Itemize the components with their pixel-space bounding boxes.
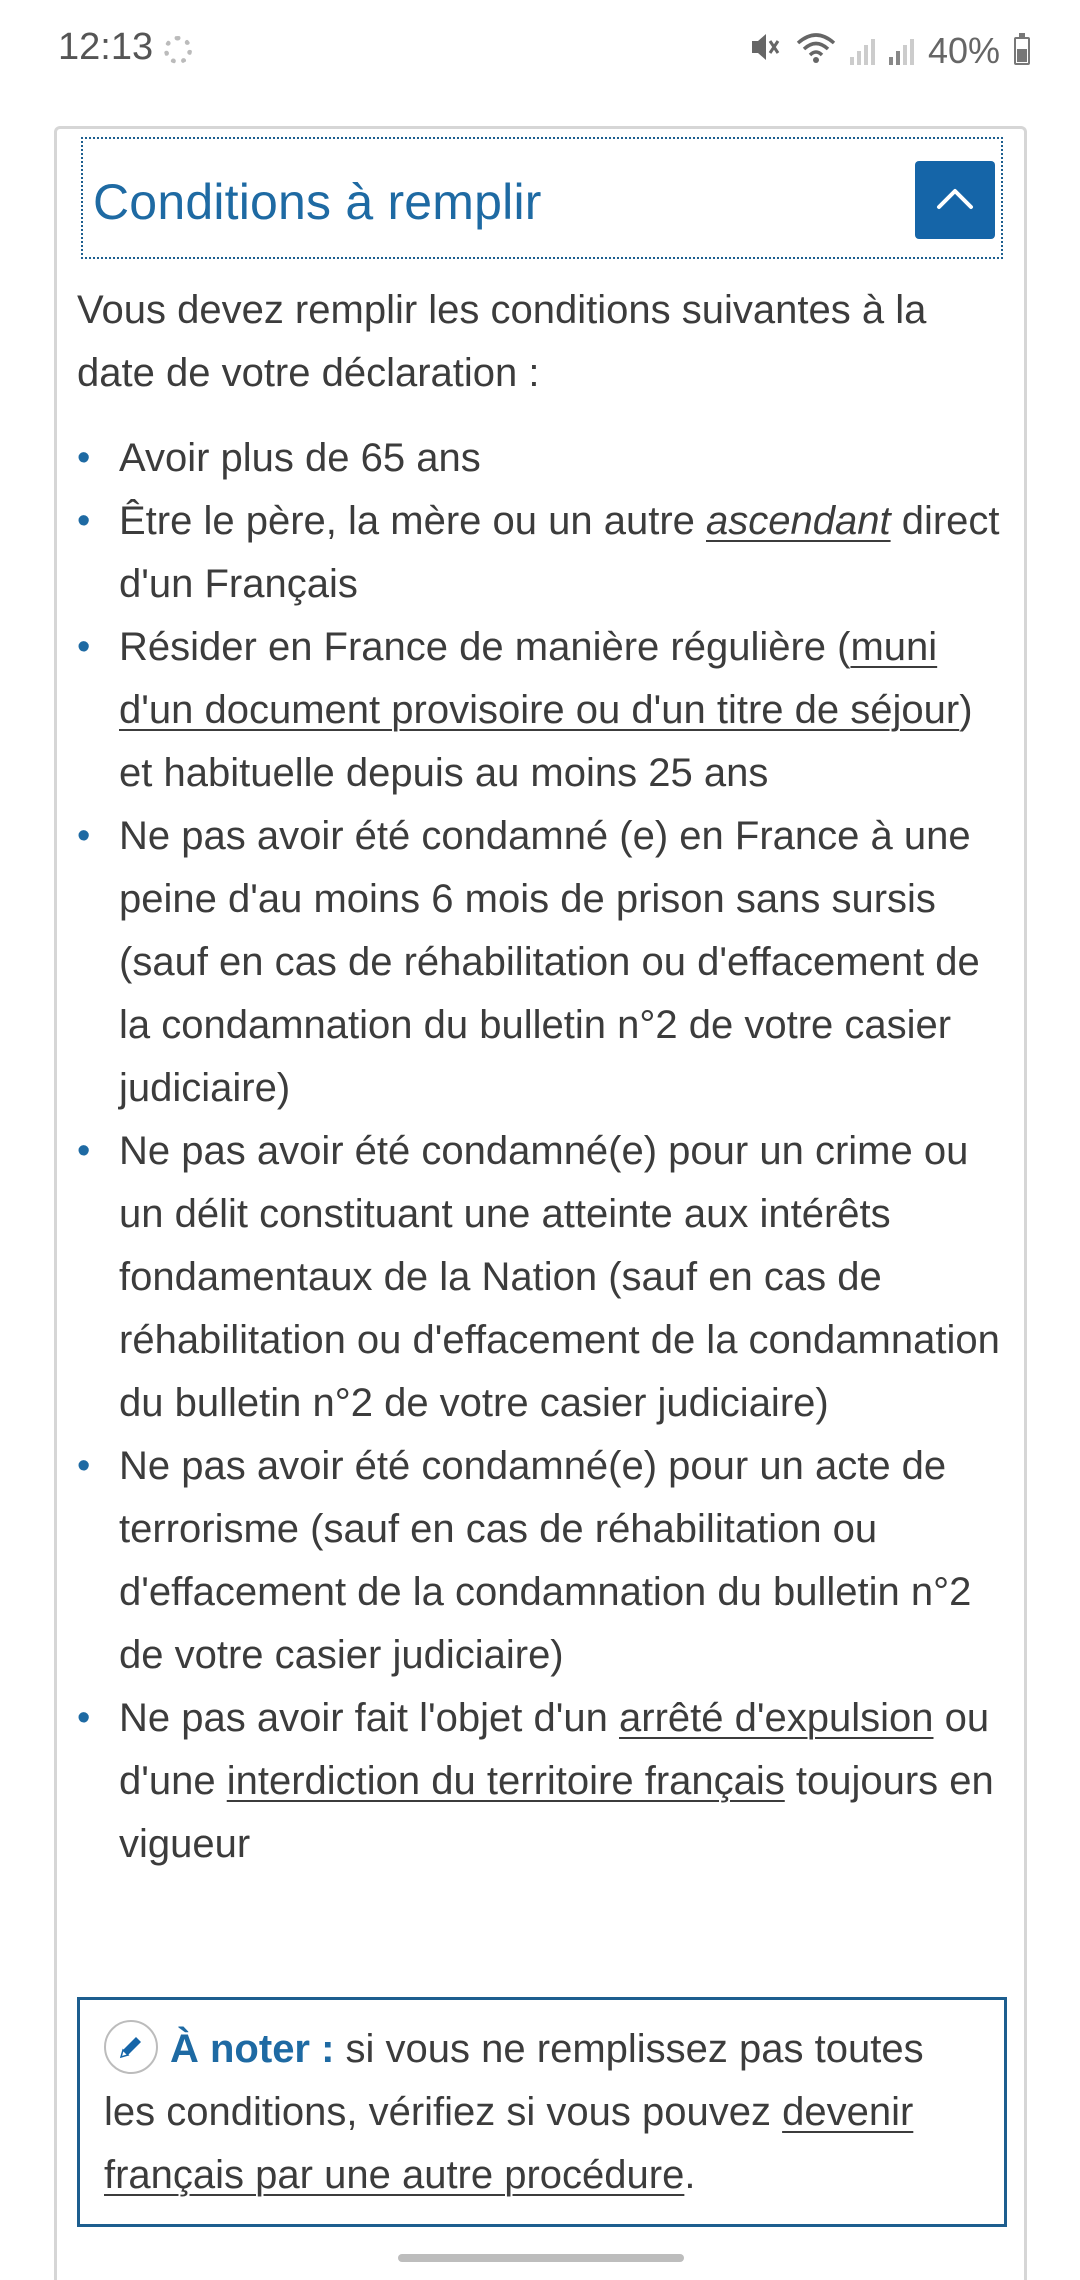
bullet: • <box>77 1130 91 1172</box>
bullet: • <box>77 626 91 668</box>
intro-text: Vous devez remplir les conditions suivantes à la date de votre déclaration : <box>77 288 927 395</box>
item-text: Ne pas avoir été condamné(e) pour un acte de terrorisme (sauf en cas de réhabilitation ou d'effacement de la condamnation du bulletin n°2 de votre casier judiciaire) <box>119 1444 972 1677</box>
section-title: Conditions à remplir <box>93 174 542 230</box>
status-icons <box>748 24 1030 78</box>
list-item <box>77 1687 1007 1876</box>
item-text: Avoir plus de 65 ans <box>119 436 481 480</box>
sync-icon <box>164 36 192 64</box>
home-indicator[interactable] <box>398 2254 684 2262</box>
note-box <box>77 1997 1007 2227</box>
list-item <box>77 1435 1007 1687</box>
section-header[interactable] <box>81 137 1003 259</box>
ascendant-link[interactable]: ascendant <box>706 499 891 543</box>
item-text: ) et habituelle depuis au moins 25 ans <box>119 688 973 795</box>
arrete-expulsion-link[interactable]: arrêté d'expulsion <box>619 1696 934 1740</box>
bullet: • <box>77 815 91 857</box>
note-end: . <box>684 2153 696 2197</box>
list-item <box>77 616 1007 805</box>
signal-icon <box>889 37 914 65</box>
item-text: ou d'une <box>119 1696 990 1803</box>
wifi-icon <box>796 30 836 72</box>
item-text: toujours en vigueur <box>119 1759 994 1866</box>
list-item <box>77 490 1007 616</box>
item-text: direct d'un Français <box>119 499 1000 606</box>
bullet: • <box>77 1445 91 1487</box>
item-text: Ne pas avoir été condamné (e) en France à une peine d'au moins 6 mois de prison sans sursis (sauf en cas de réhabilitation ou d'effacement de la condamnation du bulletin n°2 de votre casier judiciaire) <box>119 814 980 1110</box>
chevron-up-icon <box>935 185 975 216</box>
status-bar <box>0 0 1080 104</box>
section-content <box>77 279 1007 1876</box>
bullet: • <box>77 500 91 542</box>
conditions-list <box>77 427 1007 1876</box>
autre-procedure-link[interactable]: devenir français par une autre procédure <box>104 2090 914 2197</box>
status-time: 12:13 <box>58 26 154 68</box>
item-text: Être le père, la mère ou un autre <box>119 499 706 543</box>
bullet: • <box>77 1697 91 1739</box>
list-item <box>77 805 1007 1120</box>
interdiction-territoire-link[interactable]: interdiction du territoire français <box>226 1759 785 1803</box>
battery-percent: 40% <box>927 30 1000 71</box>
signal-icon <box>850 37 875 65</box>
mute-icon <box>748 30 782 72</box>
note-label: À noter : <box>170 2027 335 2071</box>
list-item <box>77 427 1007 490</box>
item-text: Résider en France de manière régulière ( <box>119 625 851 669</box>
titre-de-sejour-link[interactable]: muni d'un document provisoire ou d'un titre de séjour <box>119 625 960 732</box>
pencil-icon <box>104 2020 158 2074</box>
list-item <box>77 1120 1007 1435</box>
item-text: Ne pas avoir fait l'objet d'un <box>119 1696 619 1740</box>
conditions-card <box>54 126 1027 2280</box>
note-text: si vous ne remplissez pas toutes les conditions, vérifiez si vous pouvez <box>104 2027 924 2134</box>
bullet: • <box>77 437 91 479</box>
collapse-button[interactable] <box>915 161 995 239</box>
item-text: Ne pas avoir été condamné(e) pour un crime ou un délit constituant une atteinte aux intérêts fondamentaux de la Nation (sauf en cas de réhabilitation ou d'effacement de la condamnation du bulletin n°2 de votre casier judiciaire) <box>119 1129 1000 1425</box>
battery-icon <box>1014 37 1030 65</box>
